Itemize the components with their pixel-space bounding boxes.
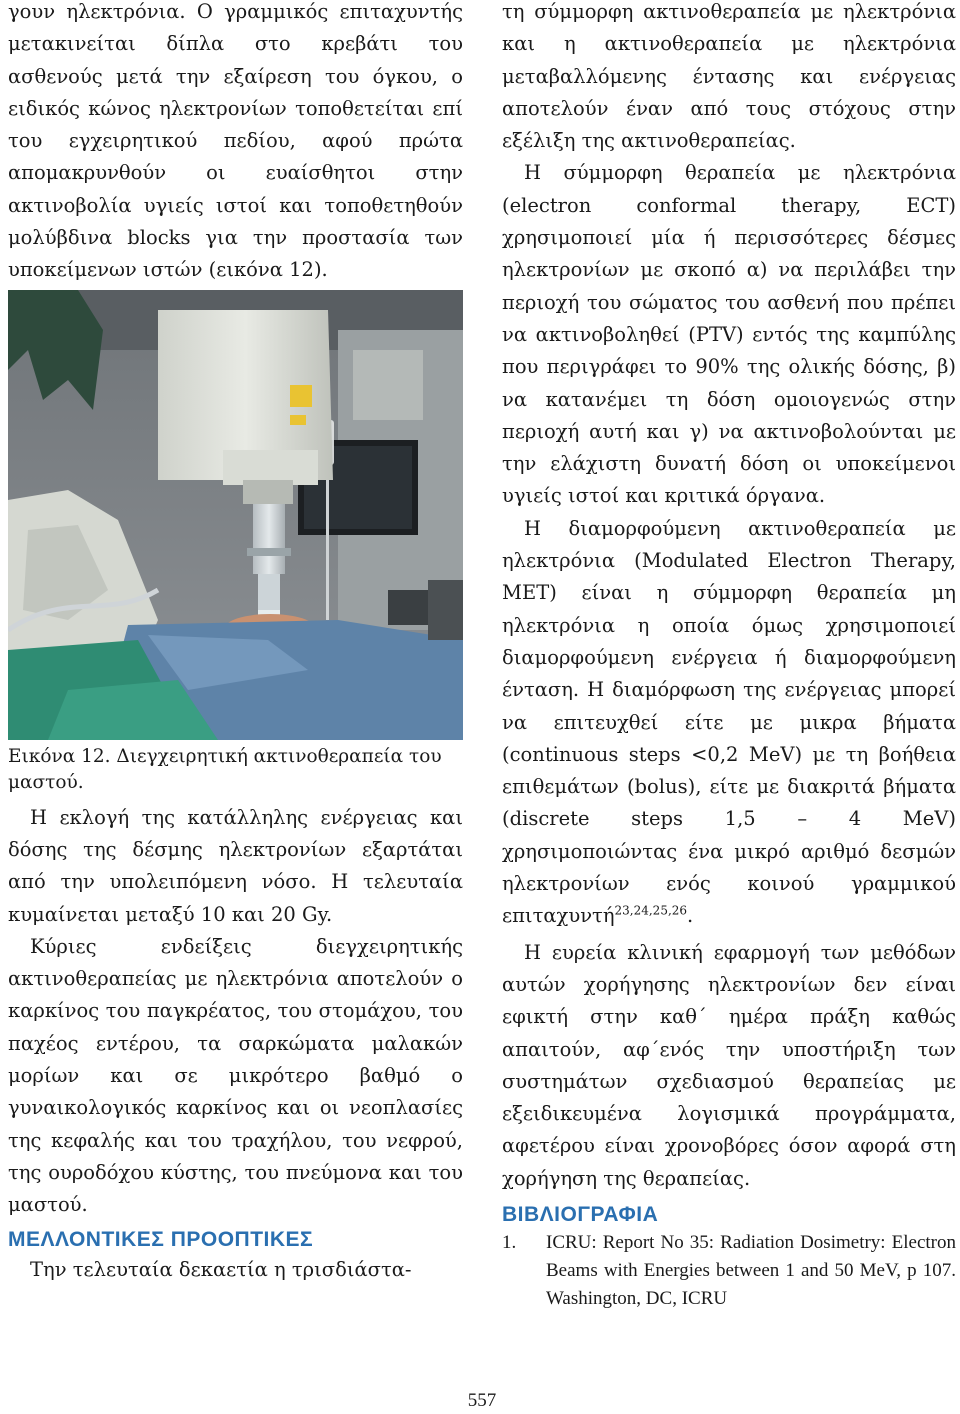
- paragraph-met-end: .: [687, 904, 694, 928]
- paragraph-continuation: τη σύμμορφη ακτινοθεραπεία με ηλεκτρόνια και η ακτινοθεραπεία με ηλεκτρόνια μεταβαλλόμενης έντασης και ενέργειας αποτελούν έναν από τους στόχους στην εξέλιξη της ακτινοθεραπείας.: [502, 0, 956, 153]
- paragraph-future-start: Την τελευταία δεκαετία η τρισδιάστα-: [30, 1257, 412, 1281]
- citation-refs: 23,24,25,26: [614, 903, 688, 918]
- paragraph-met: [502, 513, 956, 933]
- figure-12: [8, 290, 463, 740]
- reference-text: ICRU: Report No 35: Radiation Dosimetry: Electron Beams with Energies between 1 and 50 MeV, p 107. Washington, DC, ICRU: [546, 1231, 956, 1309]
- right-column: [502, 0, 956, 1313]
- intro-paragraph: γουν ηλεκτρόνια. Ο γραμμικός επιταχυντής μετακινείται δίπλα στο κρεβάτι του ασθενούς μετά την εξαίρεση του όγκου, ο ειδικός κώνος ηλεκτρονίων τοποθετείται επί του εγχειρητικού πεδίου, αφού πρώτα απομακρυνθούν οι ευαίσθητοι στην ακτινοβολία υγιείς ιστοί και τοποθετηθούν μολύβδινα blocks για την προστασία των υποκείμενων ιστών (εικόνα 12).: [8, 0, 463, 282]
- figure-caption: Εικόνα 12. Διεγχειρητική ακτινοθεραπεία του μαστού.: [8, 745, 442, 793]
- reference-item: [502, 1229, 956, 1313]
- page-number: 557: [467, 1390, 497, 1411]
- intraoperative-radiotherapy-photo: [8, 290, 463, 740]
- section-heading-bibliography: ΒΙΒΛΙΟΓΡΑΦΙΑ: [502, 1202, 659, 1226]
- section-heading-future: ΜΕΛΛΟΝΤΙΚΕΣ ΠΡΟΟΠΤΙΚΕΣ: [8, 1227, 314, 1251]
- left-column: [8, 0, 463, 1286]
- paragraph-indications: Κύριες ενδείξεις διεγχειρητικής ακτινοθεραπείας με ηλεκτρόνια αποτελούν ο καρκίνος του παγκρέατος, του στομάχου, του παχέος εντέρου, τα σαρκώματα μαλακών μορίων και σε μικρότερο βαθμό ο γυναικολογικός καρκίνος και οι νεοπλασίες της κεφαλής και του τραχήλου, του νεφρού, της ουροδόχου κύστης, του πνεύμονα και του μαστού.: [8, 934, 463, 1217]
- paragraph-met-text: Η διαμορφούμενη ακτινοθεραπεία με ηλεκτρόνια (Modulated Electron Therapy, MET) είναι η σύμμορφη θεραπεία μη ηλεκτρόνια η οποία όμως χρησιμοποιεί διαμορφούμενη ενέργεια ή διαμορφούμενη ένταση. Η διαμόρφωση της ενέργειας μπορεί να επιτευχθεί είτε με μικρα βήματα (continuous steps <0,2 MeV) με τη βοήθεια επιθεμάτων (bolus), είτε με διακριτά βήματα (discrete steps 1,5 – 4 MeV) χρησιμοποιώντας ένα μικρό αριθμό δεσμών ηλεκτρονίων ενός κοινού γραμμικού επιταχυντή: [502, 516, 956, 928]
- reference-number: 1.: [502, 1231, 517, 1253]
- paragraph-ect: Η σύμμορφη θεραπεία με ηλεκτρόνια (electron conformal therapy, ECT) χρησιμοποιεί μία ή περισσότερες δέσμες ηλεκτρονίων με σκοπό α) να περιλάβει την περιοχή του σώματος του ασθενή που πρέπει να ακτινοβοληθεί (PTV) εντός της καμπύλης που περιγράφει το 90% της ολικής δόσης, β) να κατανέμει τη δόση ομοιογενώς στην περιοχή αυτή και γ) να ακτινοβολούνται με την ελάχιστη δυνατή δόση οι υποκείμενοι υγιείς ιστοί και κριτικά όργανα.: [502, 161, 956, 508]
- paragraph-clinical: Η ευρεία κλινική εφαρμογή των μεθόδων αυτών χορήγησης ηλεκτρονίων δεν είναι εφικτή στην καθ΄ ημέρα πράξη καθώς απαιτούν, αφ΄ενός την υποστήριξη των συστημάτων σχεδιασμού θεραπείας με εξειδικευμένα λογισμικά προγράμματα, αφετέρου είναι χρονοβόρες όσον αφορά στη χορήγηση της θεραπείας.: [502, 940, 956, 1190]
- paragraph-energy: Η εκλογή της κατάλληλης ενέργειας και δόσης της δέσμης ηλεκτρονίων εξαρτάται από την υπολειπόμενη νόσο. Η τελευταία κυμαίνεται μεταξύ 10 και 20 Gy.: [8, 805, 463, 926]
